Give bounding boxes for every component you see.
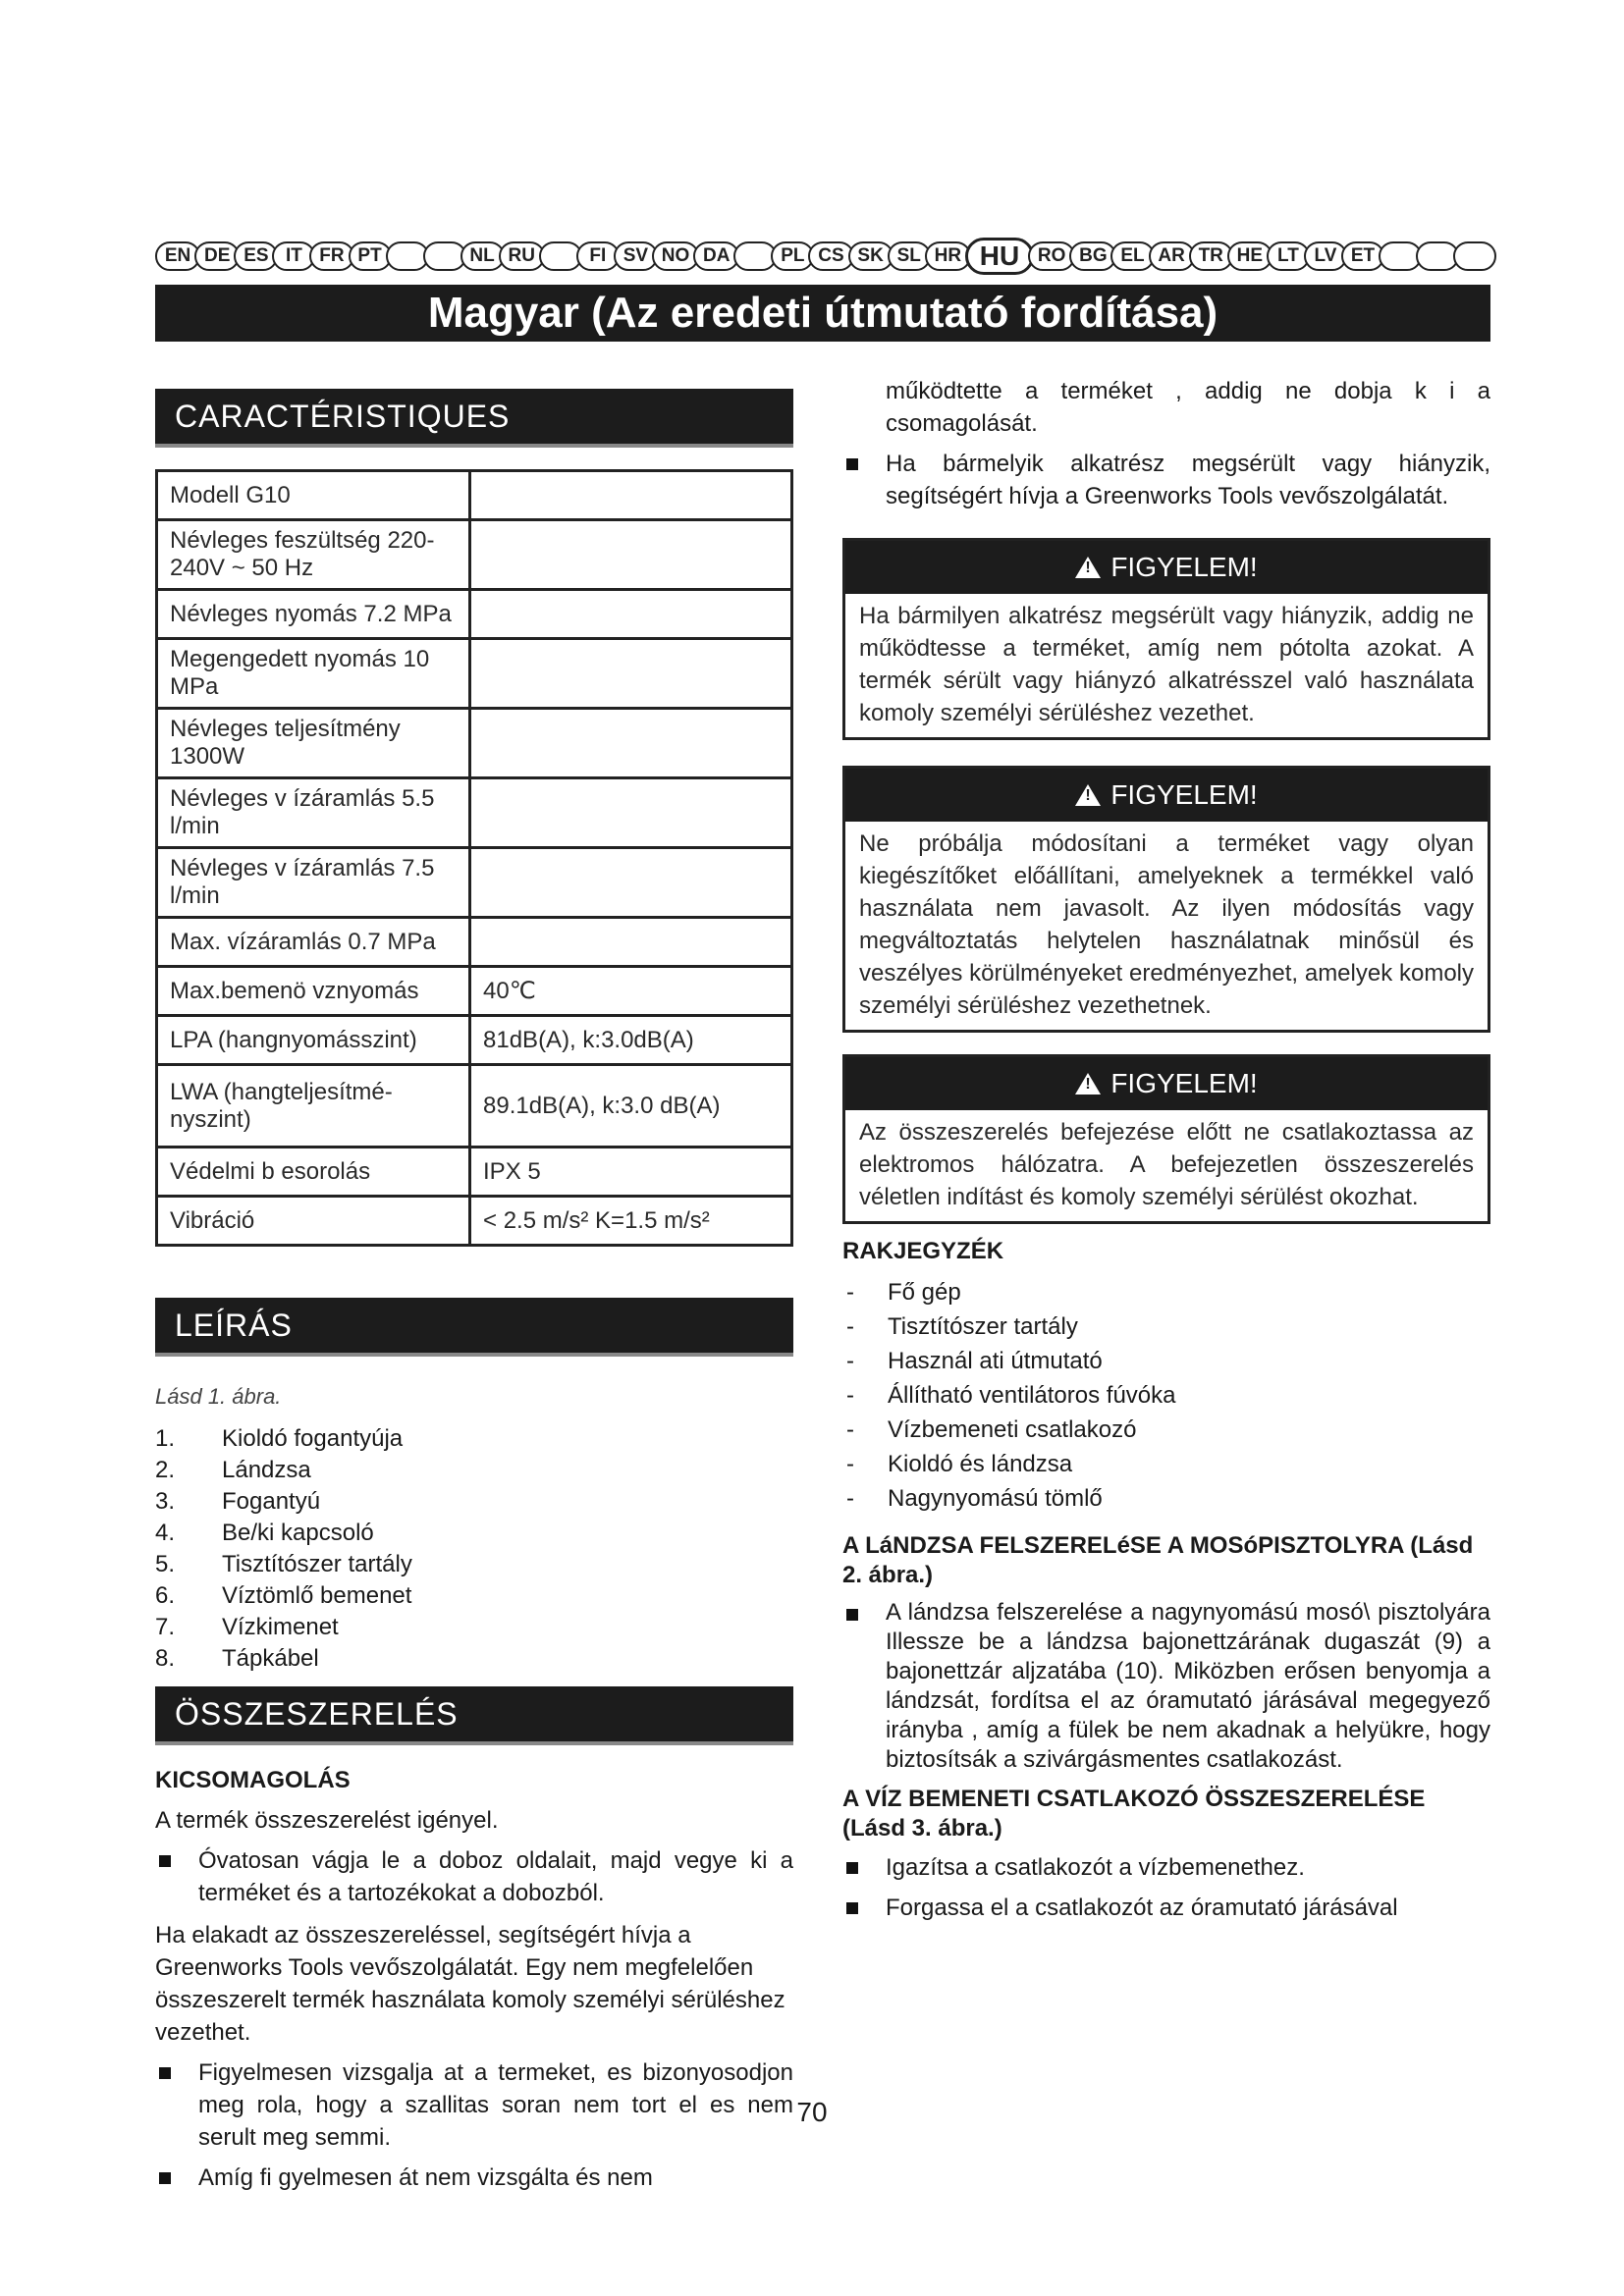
warning-title: FIGYELEM! xyxy=(1110,1068,1258,1098)
spec-value: < 2.5 m/s² K=1.5 m/s² xyxy=(470,1197,792,1246)
dash-marker: - xyxy=(846,1485,854,1512)
item-label: Be/ki kapcsoló xyxy=(222,1520,374,1546)
spec-value: IPX 5 xyxy=(470,1148,792,1197)
language-tab-sv: SV xyxy=(614,241,658,271)
bullet-text: Amíg fi gyelmesen át nem vizsgálta és nem xyxy=(198,2164,653,2191)
item-number: 3. xyxy=(155,1488,176,1515)
spec-value xyxy=(470,709,792,778)
specs-table xyxy=(155,469,793,1247)
spec-label: Névleges nyomás 7.2 MPa xyxy=(157,590,470,639)
item-label: Lándzsa xyxy=(222,1457,311,1483)
dash-marker: - xyxy=(846,1348,854,1374)
spec-label: LPA (hangnyomásszint) xyxy=(157,1016,470,1065)
item-number: 5. xyxy=(155,1551,176,1577)
warning-triangle-icon xyxy=(1075,784,1101,806)
item-number: 4. xyxy=(155,1520,176,1546)
warning-header xyxy=(845,541,1488,594)
bullet-text: Figyelmesen vizsgalja at a termeket, es bizonyosodjon meg rola, hogy a szallitas soran nem tort el es nem serult meg semmi. xyxy=(198,2059,793,2151)
spec-value xyxy=(470,778,792,848)
spec-row xyxy=(157,639,792,709)
item-label: Kioldó és lándzsa xyxy=(888,1451,1073,1477)
item-number: 7. xyxy=(155,1614,176,1640)
language-tab-lt: LT xyxy=(1267,241,1310,271)
language-tab-blank xyxy=(386,241,429,271)
spec-label: LWA (hangteljesítmé-nyszint) xyxy=(157,1065,470,1148)
language-tab-it: IT xyxy=(272,241,315,271)
spec-label: Max. vízáramlás 0.7 MPa xyxy=(157,918,470,967)
unpacking-title: KICSOMAGOLÁS xyxy=(155,1767,351,1793)
list-item xyxy=(842,1447,1490,1481)
spec-row xyxy=(157,1197,792,1246)
language-tab-nl: NL xyxy=(460,241,505,271)
dash-marker: - xyxy=(846,1313,854,1340)
warning-header xyxy=(845,1057,1488,1110)
language-tab-lv: LV xyxy=(1304,241,1347,271)
list-item xyxy=(842,1309,1490,1344)
bullet xyxy=(842,1598,1490,1775)
item-number: 1. xyxy=(155,1425,176,1452)
figure-caption: Lásd 1. ábra. xyxy=(155,1384,282,1409)
item-label: Kioldó fogantyúja xyxy=(222,1425,404,1452)
warning-text: Ne próbálja módosítani a terméket vagy olyan kiegészítőket előállítani, amelyeknek a termékkel való használata nem javasolt. Az ilyen módosítás vagy megváltoztatás helytelen használatnak minősül és veszélyes körülményeket eredményezhet, amelyek komoly személyi sérüléshez vezethetnek. xyxy=(859,830,1474,1019)
language-tab-hu: HU xyxy=(965,238,1034,275)
right-column xyxy=(842,375,1490,1924)
bullet xyxy=(842,448,1490,512)
spec-row xyxy=(157,590,792,639)
bullet-text: Ha bármelyik alkatrész megsérült vagy hiányzik, segítségért hívja a Greenworks Tools vevőszolgálatát. xyxy=(886,451,1490,509)
spec-label: Névleges feszültség 220-240V ~ 50 Hz xyxy=(157,520,470,590)
bullet xyxy=(842,1851,1490,1884)
spec-value xyxy=(470,471,792,520)
warning-triangle-icon xyxy=(1075,1073,1101,1095)
spec-label: Modell G10 xyxy=(157,471,470,520)
spec-value: 40℃ xyxy=(470,967,792,1016)
assembly-header: ÖSSZESZERELÉS xyxy=(155,1686,793,1745)
language-tab-el: EL xyxy=(1110,241,1154,271)
list-item xyxy=(155,1580,793,1612)
spec-row xyxy=(157,709,792,778)
language-tab-da: DA xyxy=(693,241,739,271)
list-item xyxy=(155,1518,793,1549)
packing-list-title: RAKJEGYZÉK xyxy=(842,1238,1004,1264)
list-item xyxy=(842,1413,1490,1447)
spec-label: Megengedett nyomás 10 MPa xyxy=(157,639,470,709)
language-tab-pt: PT xyxy=(349,241,392,271)
unpacking-intro: A termék összeszerelést igényel. xyxy=(155,1807,499,1834)
spec-label: Vibráció xyxy=(157,1197,470,1246)
language-tabs xyxy=(155,240,1490,273)
language-tab-no: NO xyxy=(652,241,699,271)
dash-marker: - xyxy=(846,1451,854,1477)
item-label: Fő gép xyxy=(888,1279,961,1306)
page-number: 70 xyxy=(796,2097,828,2127)
item-number: 6. xyxy=(155,1582,176,1609)
list-item xyxy=(155,1486,793,1518)
language-tab-pl: PL xyxy=(771,241,814,271)
item-label: Tisztítószer tartály xyxy=(222,1551,412,1577)
bullet-text: A lándzsa felszerelése a nagynyomású mosó\ pisztolyára Illessze be a lándzsa bajonettzárának dugaszát (9) a bajonettzár aljzatába (10). Miközben erősen benyomja a lándzsát, fordítsa el az óramutató járásával megegyező irányba , amíg a fülek be nem akadnak a helyükre, hogy biztosítsák a szivárgásmentes csatlakozást. xyxy=(886,1599,1490,1773)
spec-label: Névleges v ízáramlás 7.5 l/min xyxy=(157,848,470,918)
dash-marker: - xyxy=(846,1416,854,1443)
dash-marker: - xyxy=(846,1382,854,1409)
spec-label: Max.bemenö vznyomás xyxy=(157,967,470,1016)
list-item xyxy=(155,1455,793,1486)
item-label: Tisztítószer tartály xyxy=(888,1313,1078,1340)
spec-value xyxy=(470,918,792,967)
item-label: Víztömlő bemenet xyxy=(222,1582,412,1609)
language-tab-ar: AR xyxy=(1149,241,1195,271)
list-item xyxy=(155,1612,793,1643)
spec-row xyxy=(157,1065,792,1148)
item-label: Tápkábel xyxy=(222,1645,319,1672)
bullet xyxy=(842,1892,1490,1924)
language-tab-tr: TR xyxy=(1189,241,1233,271)
list-item xyxy=(155,1549,793,1580)
spec-value: 89.1dB(A), k:3.0 dB(A) xyxy=(470,1065,792,1148)
dash-marker: - xyxy=(846,1279,854,1306)
spec-value xyxy=(470,639,792,709)
item-label: Használ ati útmutató xyxy=(888,1348,1103,1374)
spec-row xyxy=(157,1016,792,1065)
spec-row xyxy=(157,471,792,520)
bullet-text: Forgassa el a csatlakozót az óramutató járásával xyxy=(886,1895,1398,1921)
warning-box xyxy=(842,1054,1490,1224)
language-tab-cs: CS xyxy=(808,241,853,271)
bullet-text: Óvatosan vágja le a doboz oldalait, majd vegye ki a terméket és a tartozékokat a dobozból. xyxy=(198,1847,793,1906)
language-tab-es: ES xyxy=(234,241,278,271)
page-title: Magyar (Az eredeti útmutató fordítása) xyxy=(155,285,1490,342)
list-item xyxy=(842,1481,1490,1516)
assembly-help-text: Ha elakadt az összeszereléssel, segítségért hívja a Greenworks Tools vevőszolgálatát. Egy nem megfelelően összeszerelt termék használata komoly személyi sérüléshez vezethet. xyxy=(155,1922,785,2046)
list-item xyxy=(842,1378,1490,1413)
warning-text: Az összeszerelés befejezése előtt ne csatlakoztassa az elektromos hálózatra. A befejezetlen összeszerelés véletlen indítást és komoly személyi sérülést okozhat. xyxy=(859,1119,1474,1210)
warning-title: FIGYELEM! xyxy=(1110,552,1258,582)
spec-value: 81dB(A), k:3.0dB(A) xyxy=(470,1016,792,1065)
bullet xyxy=(155,1844,793,1909)
language-tab-ru: RU xyxy=(499,241,545,271)
bullet-text: Igazítsa a csatlakozót a vízbemenethez. xyxy=(886,1854,1305,1881)
list-item xyxy=(842,1275,1490,1309)
spec-value xyxy=(470,520,792,590)
language-tab-he: HE xyxy=(1227,241,1272,271)
warning-header xyxy=(845,769,1488,822)
item-label: Vízkimenet xyxy=(222,1614,339,1640)
language-tab-blank xyxy=(423,241,466,271)
item-number: 8. xyxy=(155,1645,176,1672)
language-tab-sl: SL xyxy=(888,241,931,271)
spec-label: Védelmi b esorolás xyxy=(157,1148,470,1197)
item-label: Állítható ventilátoros fúvóka xyxy=(888,1382,1176,1409)
language-tab-fr: FR xyxy=(309,241,353,271)
list-item xyxy=(842,1344,1490,1378)
description-header: LEÍRÁS xyxy=(155,1298,793,1357)
spec-row xyxy=(157,918,792,967)
parts-list xyxy=(155,1423,793,1675)
specs-header: CARACTÉRISTIQUES xyxy=(155,389,793,448)
warning-title: FIGYELEM! xyxy=(1110,779,1258,810)
item-label: Vízbemeneti csatlakozó xyxy=(888,1416,1137,1443)
spec-row xyxy=(157,1148,792,1197)
language-tab-en: EN xyxy=(155,241,200,271)
packing-list xyxy=(842,1275,1490,1516)
language-tab-de: DE xyxy=(194,241,240,271)
language-tab-ro: RO xyxy=(1028,241,1075,271)
inlet-assembly-title: A VÍZ BEMENETI CSATLAKOZÓ ÖSSZESZERELÉSE (Lásd 3. ábra.) xyxy=(842,1786,1426,1842)
spec-row xyxy=(157,778,792,848)
spec-value xyxy=(470,590,792,639)
spec-row xyxy=(157,967,792,1016)
list-item xyxy=(155,1423,793,1455)
bullet xyxy=(155,2162,793,2194)
language-tab-et: ET xyxy=(1341,241,1384,271)
language-tab-fi: FI xyxy=(576,241,620,271)
warning-box xyxy=(842,766,1490,1033)
spec-value xyxy=(470,848,792,918)
left-column xyxy=(155,389,793,2194)
language-tab-bg: BG xyxy=(1069,241,1116,271)
lance-assembly-title: A LáNDZSA FELSZERELéSE A MOSóPISZTOLYRA (Lásd 2. ábra.) xyxy=(842,1532,1474,1588)
spec-row xyxy=(157,520,792,590)
item-number: 2. xyxy=(155,1457,176,1483)
spec-label: Névleges teljesítmény 1300W xyxy=(157,709,470,778)
language-tab-sk: SK xyxy=(848,241,893,271)
warning-box xyxy=(842,538,1490,740)
item-label: Fogantyú xyxy=(222,1488,321,1515)
list-item xyxy=(155,1643,793,1675)
warning-triangle-icon xyxy=(1075,557,1101,578)
item-label: Nagynyomású tömlő xyxy=(888,1485,1103,1512)
spec-row xyxy=(157,848,792,918)
language-tab-hr: HR xyxy=(925,241,971,271)
spec-label: Névleges v ízáramlás 5.5 l/min xyxy=(157,778,470,848)
language-tab-blank xyxy=(1453,241,1496,271)
warning-text: Ha bármilyen alkatrész megsérült vagy hiányzik, addig ne működtesse a terméket, amíg nem pótolta azokat. A termék sérült vagy hiányzó alkatrésszel való használata komoly személyi sérüléshez vezethet. xyxy=(859,603,1474,726)
continued-text: működtette a terméket , addig ne dobja k i a csomagolását. xyxy=(886,378,1490,437)
